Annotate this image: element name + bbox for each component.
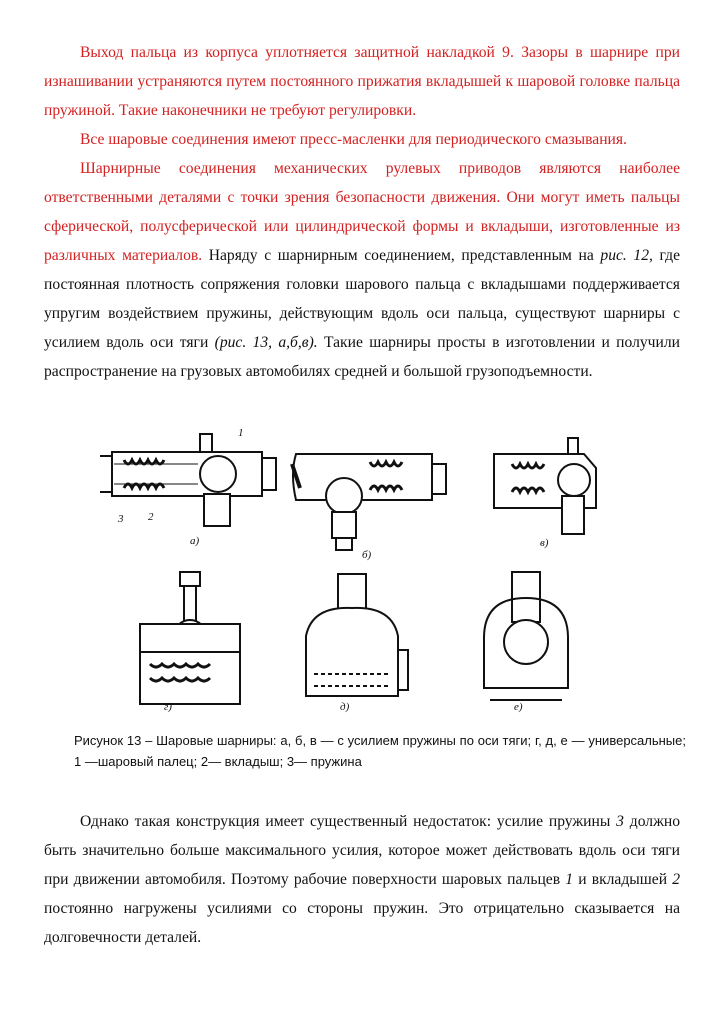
joint-c	[494, 438, 596, 534]
spring-number: 3	[616, 813, 624, 830]
label-b: б)	[362, 549, 372, 561]
paragraph-4	[44, 807, 680, 952]
paragraph-4-text-d: постоянно нагружены усилиями со стороны пружин. Это отрицательно сказывается на долговечности деталей.	[44, 900, 680, 946]
paragraph-3-text-c: Такие шарниры просты в изготовлении и получили распространение на грузовых автомобилях средней и большой грузоподъемности.	[44, 334, 680, 380]
pin-number: 1	[565, 871, 574, 888]
joint-d	[140, 572, 240, 704]
paragraph-4-text-b: должно быть значительно больше максимального усилия, которое может действовать вдоль оси тяги при движении автомобиля. Поэтому рабочие поверхности шаровых пальцев	[44, 813, 680, 888]
paragraph-3-text-a: Наряду с шарнирным соединением, представленным на	[202, 247, 601, 264]
callout-3: 3	[118, 513, 124, 525]
figure-13-reference: (рис. 13, а,б,в).	[214, 334, 318, 351]
label-e: д)	[340, 701, 350, 713]
paragraph-3-text-b: где постоянная плотность сопряжения головки шарового пальца с вкладышами поддерживается упругим воздействием пружины, действующим вдоль оси пальца, существуют шарниры с усилием вдоль оси тяги	[44, 247, 680, 351]
callout-2: 2	[148, 511, 154, 523]
paragraph-1: Выход пальца из корпуса уплотняется защитной накладкой 9. Зазоры в шарнире при изнашивании устраняются путем постоянного прижатия вкладышей к шаровой головке пальца пружиной. Такие наконечники не требуют регулировки.	[44, 44, 680, 119]
figure-ball-joints	[100, 424, 624, 718]
joint-a	[100, 434, 276, 526]
figure-caption: Рисунок 13 – Шаровые шарниры: а, б, в — с усилием пружины по оси тяги; г, д, е — универсальные; 1 —шаровый палец; 2— вкладыш; 3— пружина	[74, 733, 686, 769]
callout-1: 1	[238, 427, 244, 439]
label-f: е)	[514, 701, 523, 713]
joint-e	[306, 574, 408, 696]
label-c: в)	[540, 537, 549, 549]
figure-12-reference: рис. 12,	[600, 247, 653, 264]
paragraph-3	[44, 154, 680, 386]
label-d: г)	[164, 701, 172, 713]
paragraph-4-text-a: Однако такая конструкция имеет существенный недостаток: усилие пружины	[80, 813, 617, 830]
liner-number: 2	[672, 871, 680, 888]
paragraph-2: Все шаровые соединения имеют пресс-масленки для периодического смазывания.	[80, 131, 627, 148]
joint-b	[292, 454, 446, 550]
label-a: а)	[190, 535, 200, 547]
ball-joints-drawing	[100, 424, 624, 718]
paragraph-4-text-c: и вкладышей	[573, 871, 673, 888]
joint-f	[484, 572, 568, 700]
paragraph-3-red-text: Шарнирные соединения механических рулевых приводов являются наиболее ответственными деталями с точки зрения безопасности движения. Они могут иметь пальцы сферической, полусферической или цилиндрической формы и вкладыши, изготовленные из различных материалов.	[44, 160, 680, 264]
